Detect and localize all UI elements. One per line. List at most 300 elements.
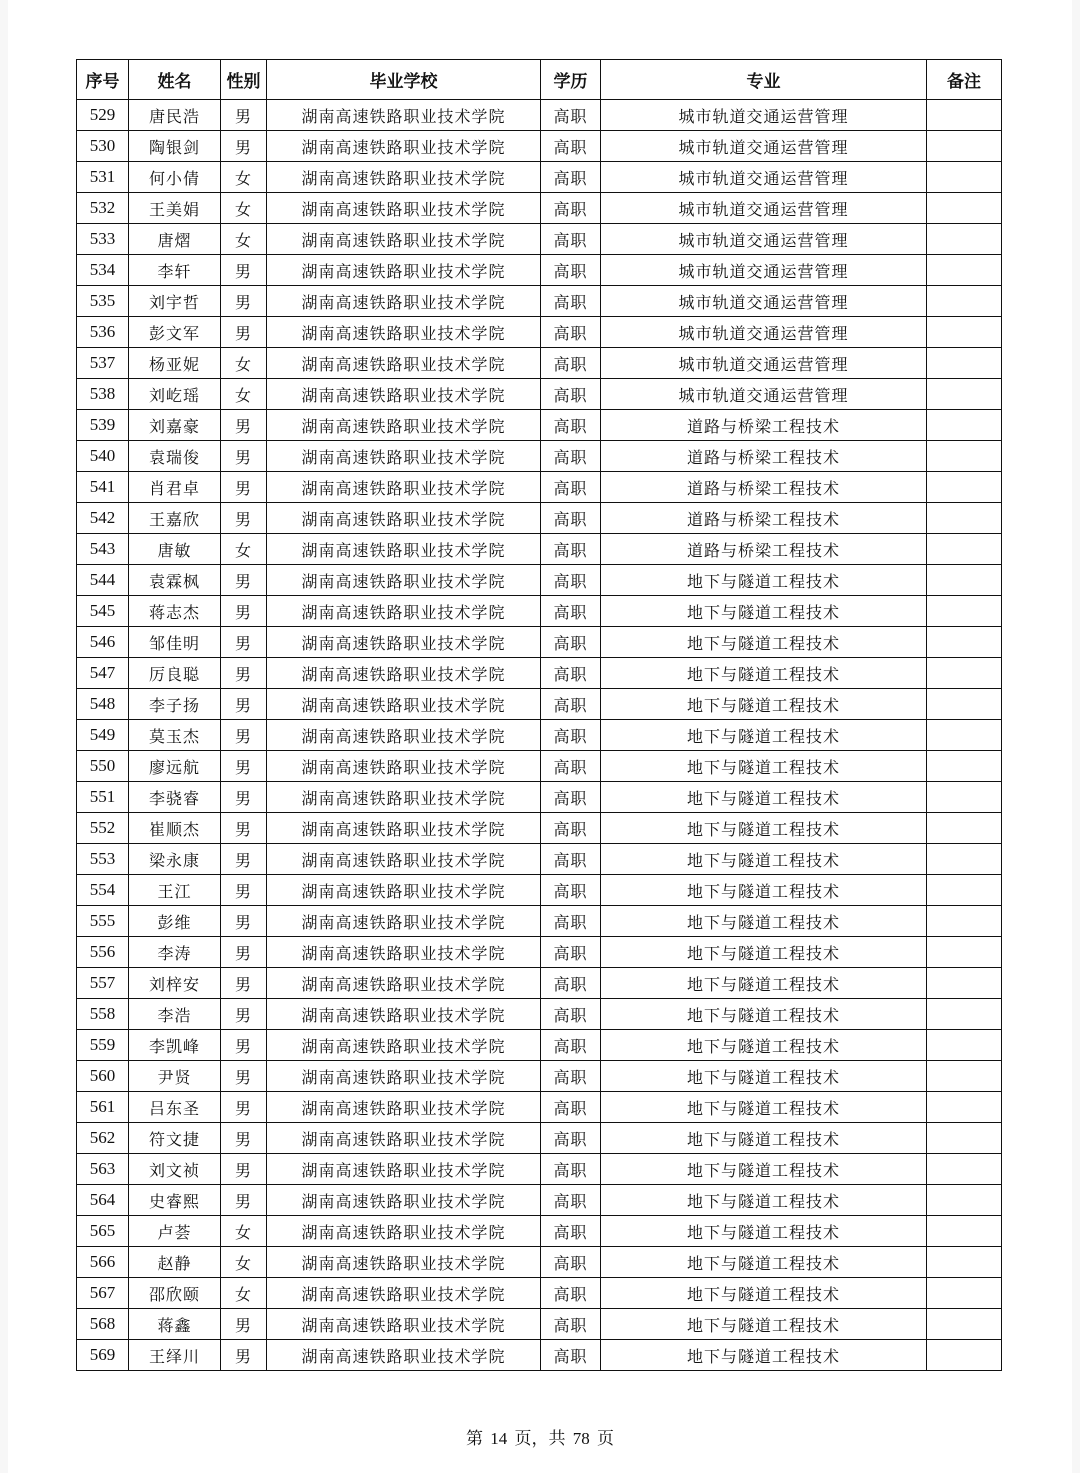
cell-education: 高职: [541, 596, 601, 627]
cell-remarks: [927, 193, 1002, 224]
cell-major: 城市轨道交通运营管理: [601, 317, 927, 348]
cell-remarks: [927, 255, 1002, 286]
cell-major: 城市轨道交通运营管理: [601, 348, 927, 379]
cell-name: 刘文祯: [129, 1154, 221, 1185]
table-body: [77, 100, 1002, 1371]
table-row: [77, 720, 1002, 751]
cell-school: 湖南高速铁路职业技术学院: [267, 1123, 541, 1154]
cell-index: 535: [77, 286, 129, 317]
page-footer: 第 14 页，共 78 页: [466, 1429, 614, 1448]
cell-name: 卢荟: [129, 1216, 221, 1247]
header-gender: 性别: [221, 60, 267, 100]
cell-gender: 男: [221, 937, 267, 968]
cell-gender: 男: [221, 596, 267, 627]
cell-education: 高职: [541, 193, 601, 224]
table-row: [77, 534, 1002, 565]
cell-major: 地下与隧道工程技术: [601, 875, 927, 906]
cell-index: 559: [77, 1030, 129, 1061]
table-row: [77, 100, 1002, 131]
cell-name: 李骁睿: [129, 782, 221, 813]
cell-gender: 男: [221, 131, 267, 162]
cell-major: 地下与隧道工程技术: [601, 906, 927, 937]
cell-index: 568: [77, 1309, 129, 1340]
table-row: [77, 596, 1002, 627]
cell-index: 564: [77, 1185, 129, 1216]
cell-remarks: [927, 596, 1002, 627]
cell-major: 地下与隧道工程技术: [601, 1061, 927, 1092]
header-major: 专业: [601, 60, 927, 100]
cell-education: 高职: [541, 627, 601, 658]
cell-education: 高职: [541, 751, 601, 782]
cell-name: 梁永康: [129, 844, 221, 875]
cell-index: 555: [77, 906, 129, 937]
cell-index: 530: [77, 131, 129, 162]
cell-name: 刘嘉豪: [129, 410, 221, 441]
cell-name: 蒋鑫: [129, 1309, 221, 1340]
cell-name: 王嘉欣: [129, 503, 221, 534]
roster-table: [76, 59, 1002, 1371]
cell-major: 地下与隧道工程技术: [601, 999, 927, 1030]
cell-index: 566: [77, 1247, 129, 1278]
table-row: [77, 937, 1002, 968]
cell-name: 吕东圣: [129, 1092, 221, 1123]
cell-remarks: [927, 782, 1002, 813]
cell-school: 湖南高速铁路职业技术学院: [267, 565, 541, 596]
cell-education: 高职: [541, 906, 601, 937]
cell-school: 湖南高速铁路职业技术学院: [267, 100, 541, 131]
cell-major: 地下与隧道工程技术: [601, 1154, 927, 1185]
cell-school: 湖南高速铁路职业技术学院: [267, 534, 541, 565]
cell-remarks: [927, 100, 1002, 131]
cell-remarks: [927, 1247, 1002, 1278]
cell-school: 湖南高速铁路职业技术学院: [267, 782, 541, 813]
cell-name: 李涛: [129, 937, 221, 968]
table-row: [77, 286, 1002, 317]
cell-major: 城市轨道交通运营管理: [601, 100, 927, 131]
cell-school: 湖南高速铁路职业技术学院: [267, 1278, 541, 1309]
cell-school: 湖南高速铁路职业技术学院: [267, 627, 541, 658]
cell-remarks: [927, 348, 1002, 379]
cell-education: 高职: [541, 131, 601, 162]
cell-education: 高职: [541, 1216, 601, 1247]
cell-name: 厉良聪: [129, 658, 221, 689]
cell-major: 地下与隧道工程技术: [601, 689, 927, 720]
cell-major: 道路与桥梁工程技术: [601, 441, 927, 472]
cell-name: 肖君卓: [129, 472, 221, 503]
cell-education: 高职: [541, 1278, 601, 1309]
cell-name: 刘梓安: [129, 968, 221, 999]
cell-gender: 男: [221, 1154, 267, 1185]
cell-index: 538: [77, 379, 129, 410]
table-row: [77, 472, 1002, 503]
cell-remarks: [927, 658, 1002, 689]
cell-name: 袁瑞俊: [129, 441, 221, 472]
cell-gender: 男: [221, 689, 267, 720]
cell-gender: 男: [221, 286, 267, 317]
table-row: [77, 1123, 1002, 1154]
cell-gender: 男: [221, 1340, 267, 1371]
cell-school: 湖南高速铁路职业技术学院: [267, 844, 541, 875]
cell-gender: 男: [221, 875, 267, 906]
cell-name: 唐熠: [129, 224, 221, 255]
cell-index: 554: [77, 875, 129, 906]
cell-remarks: [927, 937, 1002, 968]
cell-name: 崔顺杰: [129, 813, 221, 844]
cell-education: 高职: [541, 1092, 601, 1123]
cell-index: 552: [77, 813, 129, 844]
cell-school: 湖南高速铁路职业技术学院: [267, 1061, 541, 1092]
cell-major: 地下与隧道工程技术: [601, 596, 927, 627]
header-remarks: 备注: [927, 60, 1002, 100]
cell-name: 李凯峰: [129, 1030, 221, 1061]
cell-index: 539: [77, 410, 129, 441]
cell-education: 高职: [541, 968, 601, 999]
cell-education: 高职: [541, 813, 601, 844]
cell-education: 高职: [541, 1185, 601, 1216]
cell-index: 536: [77, 317, 129, 348]
cell-remarks: [927, 1123, 1002, 1154]
table-row: [77, 1216, 1002, 1247]
cell-remarks: [927, 224, 1002, 255]
table-row: [77, 131, 1002, 162]
cell-school: 湖南高速铁路职业技术学院: [267, 1030, 541, 1061]
header-name: 姓名: [129, 60, 221, 100]
cell-index: 548: [77, 689, 129, 720]
cell-index: 534: [77, 255, 129, 286]
cell-gender: 男: [221, 255, 267, 286]
cell-name: 杨亚妮: [129, 348, 221, 379]
cell-school: 湖南高速铁路职业技术学院: [267, 1216, 541, 1247]
cell-remarks: [927, 1061, 1002, 1092]
cell-index: 563: [77, 1154, 129, 1185]
cell-remarks: [927, 751, 1002, 782]
cell-major: 城市轨道交通运营管理: [601, 193, 927, 224]
cell-gender: 女: [221, 193, 267, 224]
cell-gender: 女: [221, 379, 267, 410]
cell-major: 地下与隧道工程技术: [601, 658, 927, 689]
cell-remarks: [927, 534, 1002, 565]
cell-major: 地下与隧道工程技术: [601, 1123, 927, 1154]
cell-remarks: [927, 286, 1002, 317]
cell-school: 湖南高速铁路职业技术学院: [267, 937, 541, 968]
cell-remarks: [927, 1309, 1002, 1340]
cell-major: 地下与隧道工程技术: [601, 1309, 927, 1340]
cell-remarks: [927, 1340, 1002, 1371]
table-row: [77, 1185, 1002, 1216]
cell-gender: 男: [221, 627, 267, 658]
cell-major: 地下与隧道工程技术: [601, 844, 927, 875]
cell-gender: 男: [221, 1092, 267, 1123]
cell-school: 湖南高速铁路职业技术学院: [267, 813, 541, 844]
cell-education: 高职: [541, 875, 601, 906]
cell-index: 541: [77, 472, 129, 503]
cell-name: 廖远航: [129, 751, 221, 782]
cell-education: 高职: [541, 1247, 601, 1278]
cell-gender: 男: [221, 968, 267, 999]
table-row: [77, 782, 1002, 813]
cell-gender: 男: [221, 751, 267, 782]
cell-major: 地下与隧道工程技术: [601, 627, 927, 658]
cell-index: 531: [77, 162, 129, 193]
cell-major: 地下与隧道工程技术: [601, 1030, 927, 1061]
cell-gender: 男: [221, 720, 267, 751]
cell-major: 城市轨道交通运营管理: [601, 224, 927, 255]
cell-school: 湖南高速铁路职业技术学院: [267, 875, 541, 906]
cell-remarks: [927, 1278, 1002, 1309]
cell-school: 湖南高速铁路职业技术学院: [267, 1340, 541, 1371]
cell-major: 地下与隧道工程技术: [601, 968, 927, 999]
cell-major: 地下与隧道工程技术: [601, 1216, 927, 1247]
cell-remarks: [927, 317, 1002, 348]
cell-education: 高职: [541, 379, 601, 410]
cell-name: 蒋志杰: [129, 596, 221, 627]
cell-remarks: [927, 875, 1002, 906]
table-row: [77, 1247, 1002, 1278]
cell-gender: 男: [221, 472, 267, 503]
cell-gender: 女: [221, 162, 267, 193]
cell-school: 湖南高速铁路职业技术学院: [267, 317, 541, 348]
cell-gender: 男: [221, 503, 267, 534]
cell-name: 陶银剑: [129, 131, 221, 162]
cell-major: 地下与隧道工程技术: [601, 751, 927, 782]
cell-index: 556: [77, 937, 129, 968]
cell-name: 尹贤: [129, 1061, 221, 1092]
cell-school: 湖南高速铁路职业技术学院: [267, 131, 541, 162]
cell-remarks: [927, 1030, 1002, 1061]
cell-remarks: [927, 410, 1002, 441]
table-row: [77, 627, 1002, 658]
header-education: 学历: [541, 60, 601, 100]
cell-major: 道路与桥梁工程技术: [601, 410, 927, 441]
cell-index: 551: [77, 782, 129, 813]
cell-education: 高职: [541, 689, 601, 720]
cell-school: 湖南高速铁路职业技术学院: [267, 658, 541, 689]
cell-gender: 男: [221, 100, 267, 131]
cell-major: 地下与隧道工程技术: [601, 1092, 927, 1123]
cell-major: 地下与隧道工程技术: [601, 1340, 927, 1371]
cell-index: 546: [77, 627, 129, 658]
cell-education: 高职: [541, 565, 601, 596]
cell-index: 550: [77, 751, 129, 782]
cell-major: 城市轨道交通运营管理: [601, 131, 927, 162]
cell-education: 高职: [541, 999, 601, 1030]
cell-remarks: [927, 689, 1002, 720]
cell-index: 533: [77, 224, 129, 255]
cell-remarks: [927, 627, 1002, 658]
cell-gender: 男: [221, 1061, 267, 1092]
cell-school: 湖南高速铁路职业技术学院: [267, 1092, 541, 1123]
cell-gender: 男: [221, 317, 267, 348]
cell-school: 湖南高速铁路职业技术学院: [267, 348, 541, 379]
table-row: [77, 162, 1002, 193]
cell-education: 高职: [541, 1123, 601, 1154]
cell-name: 李轩: [129, 255, 221, 286]
cell-school: 湖南高速铁路职业技术学院: [267, 689, 541, 720]
header-index: 序号: [77, 60, 129, 100]
cell-name: 王美娟: [129, 193, 221, 224]
table-row: [77, 503, 1002, 534]
cell-school: 湖南高速铁路职业技术学院: [267, 472, 541, 503]
cell-index: 557: [77, 968, 129, 999]
table-row: [77, 1030, 1002, 1061]
cell-education: 高职: [541, 286, 601, 317]
cell-gender: 女: [221, 1278, 267, 1309]
cell-gender: 男: [221, 844, 267, 875]
cell-education: 高职: [541, 317, 601, 348]
cell-remarks: [927, 1092, 1002, 1123]
cell-education: 高职: [541, 100, 601, 131]
table-row: [77, 1092, 1002, 1123]
cell-index: 532: [77, 193, 129, 224]
cell-major: 地下与隧道工程技术: [601, 1278, 927, 1309]
table-row: [77, 379, 1002, 410]
cell-school: 湖南高速铁路职业技术学院: [267, 720, 541, 751]
cell-remarks: [927, 906, 1002, 937]
cell-gender: 男: [221, 441, 267, 472]
cell-major: 地下与隧道工程技术: [601, 937, 927, 968]
cell-education: 高职: [541, 1061, 601, 1092]
cell-gender: 男: [221, 1123, 267, 1154]
cell-school: 湖南高速铁路职业技术学院: [267, 999, 541, 1030]
cell-name: 刘宇哲: [129, 286, 221, 317]
cell-name: 符文捷: [129, 1123, 221, 1154]
cell-name: 李浩: [129, 999, 221, 1030]
cell-education: 高职: [541, 720, 601, 751]
cell-index: 565: [77, 1216, 129, 1247]
cell-school: 湖南高速铁路职业技术学院: [267, 1185, 541, 1216]
table-row: [77, 1309, 1002, 1340]
cell-index: 544: [77, 565, 129, 596]
cell-major: 城市轨道交通运营管理: [601, 255, 927, 286]
cell-remarks: [927, 1185, 1002, 1216]
table-row: [77, 875, 1002, 906]
cell-index: 569: [77, 1340, 129, 1371]
cell-education: 高职: [541, 410, 601, 441]
cell-school: 湖南高速铁路职业技术学院: [267, 906, 541, 937]
cell-school: 湖南高速铁路职业技术学院: [267, 441, 541, 472]
cell-index: 540: [77, 441, 129, 472]
cell-gender: 女: [221, 1247, 267, 1278]
cell-education: 高职: [541, 534, 601, 565]
table-row: [77, 565, 1002, 596]
cell-remarks: [927, 162, 1002, 193]
cell-remarks: [927, 1154, 1002, 1185]
cell-index: 549: [77, 720, 129, 751]
cell-education: 高职: [541, 937, 601, 968]
cell-gender: 女: [221, 348, 267, 379]
cell-remarks: [927, 968, 1002, 999]
cell-name: 彭文军: [129, 317, 221, 348]
cell-school: 湖南高速铁路职业技术学院: [267, 1247, 541, 1278]
cell-education: 高职: [541, 1154, 601, 1185]
cell-index: 547: [77, 658, 129, 689]
cell-school: 湖南高速铁路职业技术学院: [267, 751, 541, 782]
cell-gender: 男: [221, 1030, 267, 1061]
cell-name: 史睿熙: [129, 1185, 221, 1216]
cell-education: 高职: [541, 658, 601, 689]
cell-name: 赵静: [129, 1247, 221, 1278]
table-row: [77, 689, 1002, 720]
cell-index: 558: [77, 999, 129, 1030]
cell-school: 湖南高速铁路职业技术学院: [267, 596, 541, 627]
table-row: [77, 999, 1002, 1030]
cell-school: 湖南高速铁路职业技术学院: [267, 379, 541, 410]
cell-education: 高职: [541, 1030, 601, 1061]
table-row: [77, 255, 1002, 286]
cell-major: 道路与桥梁工程技术: [601, 503, 927, 534]
cell-gender: 男: [221, 782, 267, 813]
cell-remarks: [927, 503, 1002, 534]
cell-gender: 男: [221, 1185, 267, 1216]
cell-index: 543: [77, 534, 129, 565]
table-row: [77, 1061, 1002, 1092]
cell-index: 537: [77, 348, 129, 379]
cell-name: 莫玉杰: [129, 720, 221, 751]
cell-name: 彭维: [129, 906, 221, 937]
table-row: [77, 441, 1002, 472]
cell-gender: 女: [221, 1216, 267, 1247]
cell-gender: 女: [221, 224, 267, 255]
cell-remarks: [927, 844, 1002, 875]
cell-name: 何小倩: [129, 162, 221, 193]
cell-name: 唐敏: [129, 534, 221, 565]
cell-name: 袁霖枫: [129, 565, 221, 596]
cell-school: 湖南高速铁路职业技术学院: [267, 255, 541, 286]
cell-school: 湖南高速铁路职业技术学院: [267, 503, 541, 534]
cell-education: 高职: [541, 224, 601, 255]
table-row: [77, 1154, 1002, 1185]
cell-name: 邹佳明: [129, 627, 221, 658]
cell-index: 561: [77, 1092, 129, 1123]
cell-education: 高职: [541, 441, 601, 472]
cell-school: 湖南高速铁路职业技术学院: [267, 1309, 541, 1340]
cell-remarks: [927, 565, 1002, 596]
cell-school: 湖南高速铁路职业技术学院: [267, 1154, 541, 1185]
cell-index: 553: [77, 844, 129, 875]
cell-education: 高职: [541, 1340, 601, 1371]
cell-major: 道路与桥梁工程技术: [601, 472, 927, 503]
cell-name: 邵欣颐: [129, 1278, 221, 1309]
cell-education: 高职: [541, 782, 601, 813]
cell-name: 王江: [129, 875, 221, 906]
cell-education: 高职: [541, 1309, 601, 1340]
cell-remarks: [927, 472, 1002, 503]
table-row: [77, 751, 1002, 782]
cell-school: 湖南高速铁路职业技术学院: [267, 968, 541, 999]
cell-index: 562: [77, 1123, 129, 1154]
table-row: [77, 224, 1002, 255]
cell-index: 529: [77, 100, 129, 131]
cell-gender: 女: [221, 534, 267, 565]
table-row: [77, 1340, 1002, 1371]
cell-remarks: [927, 441, 1002, 472]
cell-name: 刘屹瑶: [129, 379, 221, 410]
table-row: [77, 844, 1002, 875]
cell-remarks: [927, 813, 1002, 844]
cell-index: 567: [77, 1278, 129, 1309]
cell-name: 唐民浩: [129, 100, 221, 131]
cell-school: 湖南高速铁路职业技术学院: [267, 162, 541, 193]
cell-gender: 男: [221, 658, 267, 689]
table-header-row: [77, 60, 1002, 100]
cell-index: 545: [77, 596, 129, 627]
cell-gender: 男: [221, 906, 267, 937]
cell-school: 湖南高速铁路职业技术学院: [267, 286, 541, 317]
table-row: [77, 658, 1002, 689]
cell-education: 高职: [541, 472, 601, 503]
cell-education: 高职: [541, 844, 601, 875]
cell-major: 地下与隧道工程技术: [601, 782, 927, 813]
